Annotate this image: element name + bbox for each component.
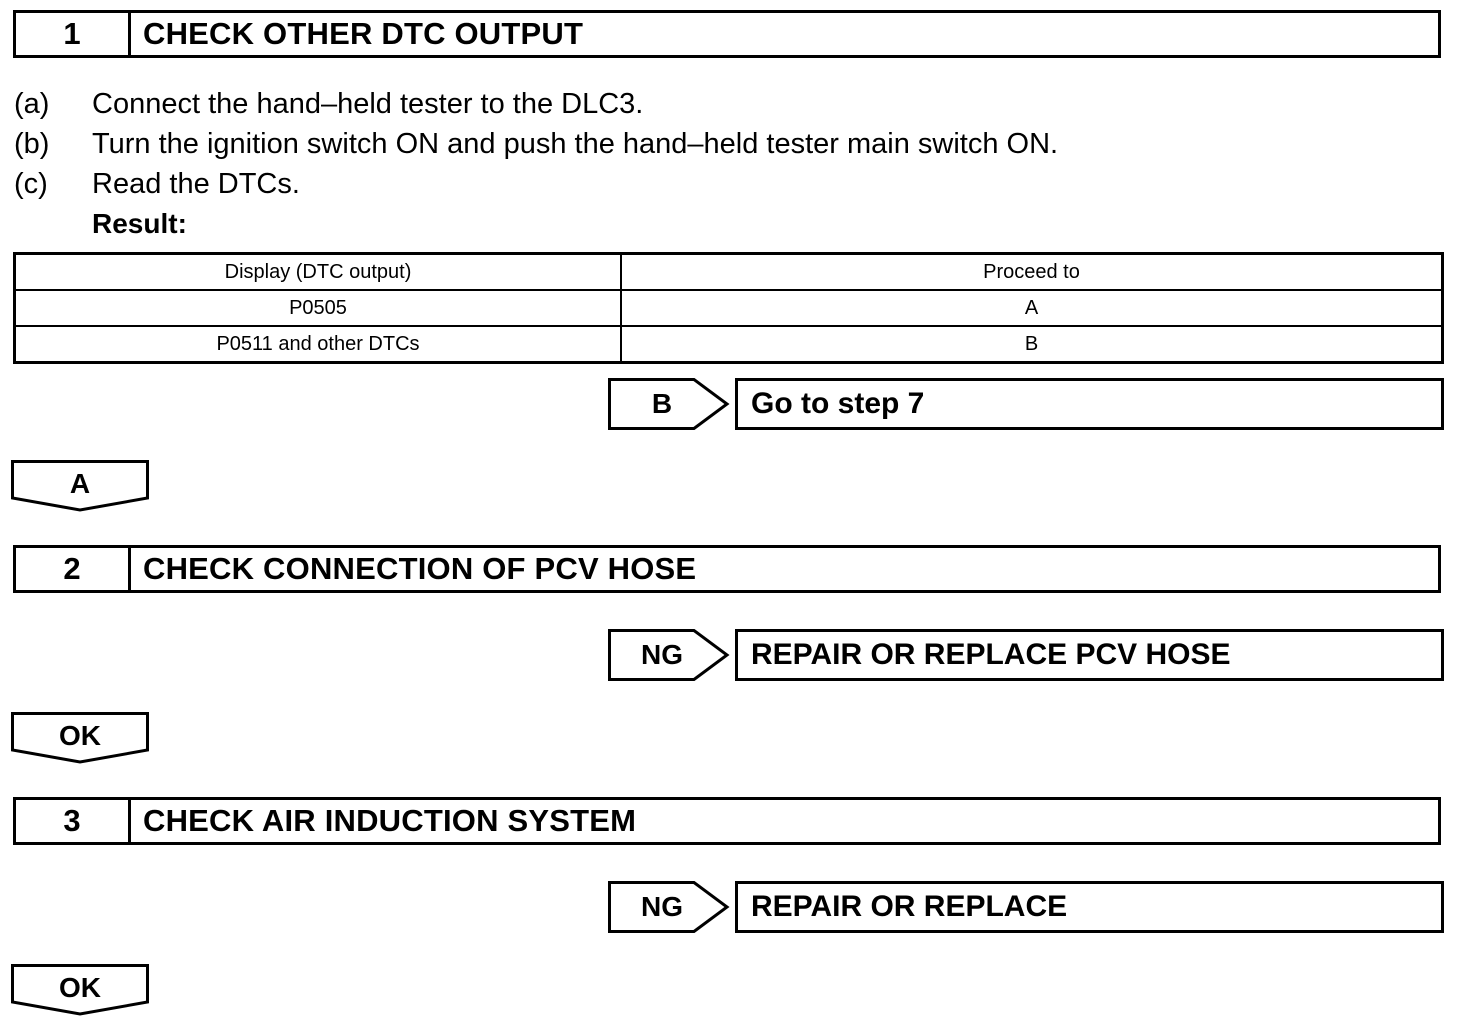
branch-ng-arrow (608, 629, 730, 681)
step-title: CHECK OTHER DTC OUTPUT (143, 16, 584, 51)
branch-label: NG (641, 891, 683, 922)
instruction-label: (c) (14, 168, 48, 200)
instruction-text: Turn the ignition switch ON and push the hand–held tester main switch ON. (92, 128, 1059, 160)
branch-label: B (651, 388, 673, 419)
branch-outcome-box: Go to step 7 (735, 378, 1444, 430)
table-header-row (15, 254, 1443, 291)
branch-outcome-box: REPAIR OR REPLACE (735, 881, 1444, 933)
table-row (15, 290, 1443, 326)
result-table (13, 252, 1444, 364)
flow-label: OK (59, 720, 101, 751)
flow-ok-tab (11, 712, 149, 764)
step-number: 2 (16, 548, 131, 590)
step-1-header (13, 10, 1441, 58)
table-cell: A (621, 290, 1443, 326)
step-3-header (13, 797, 1441, 845)
step-number: 3 (16, 800, 131, 842)
flow-ok-tab (11, 964, 149, 1016)
table-header-cell: Proceed to (621, 254, 1443, 291)
instruction-label: (a) (14, 88, 50, 120)
instruction-text: Connect the hand–held tester to the DLC3. (92, 88, 644, 120)
step-2-header (13, 545, 1441, 593)
table-header-cell: Display (DTC output) (15, 254, 622, 291)
branch-label: NG (641, 639, 683, 670)
flow-label: OK (59, 972, 101, 1003)
branch-b-arrow (608, 378, 730, 430)
table-cell: B (621, 326, 1443, 363)
instruction-text: Read the DTCs. (92, 168, 300, 200)
result-label: Result: (92, 208, 187, 239)
table-cell: P0505 (15, 290, 622, 326)
instruction-label: (b) (14, 128, 50, 160)
flow-a-tab (11, 460, 149, 512)
branch-ng-arrow (608, 881, 730, 933)
step-title: CHECK CONNECTION OF PCV HOSE (143, 551, 697, 586)
table-cell: P0511 and other DTCs (15, 326, 622, 363)
flow-label: A (69, 468, 91, 499)
step-title: CHECK AIR INDUCTION SYSTEM (143, 803, 637, 838)
table-row (15, 326, 1443, 363)
branch-outcome-box: REPAIR OR REPLACE PCV HOSE (735, 629, 1444, 681)
step-number: 1 (16, 13, 131, 55)
